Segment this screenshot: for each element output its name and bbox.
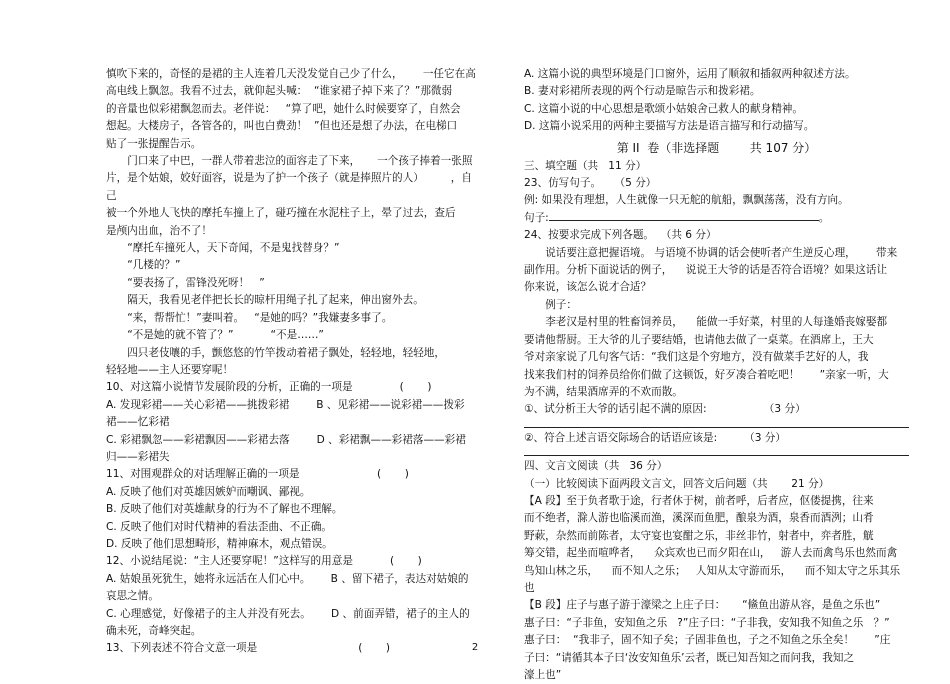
passage-a-line: 【A 段】至于负者歌于途，行者休于树，前者呼，后者应，伛偻提携，往来 — [524, 494, 874, 507]
question-23: 23、仿写句子。 （5 分） — [524, 177, 657, 190]
left-column — [106, 66, 480, 658]
page-number: 2 — [471, 642, 479, 653]
text-line: “几楼的？” — [127, 259, 181, 272]
text-line: 找来我们村的饲养员给你们做了这顿饭，好歹凑合着吃吧！ ”亲家一听，大 — [524, 368, 889, 381]
option-line: A. 发现彩裙——关心彩裙——挑拨彩裙 B 、见彩裙——说彩裙——拨彩 — [106, 398, 465, 411]
answer-label: 句子: — [524, 211, 549, 224]
answer-blank — [549, 210, 819, 221]
text-line: “来，帮帮忙！”妻叫着。 “是她的吗？”我嫌妻多事了。 — [127, 311, 393, 324]
passage-a-line: 鸟知山林之乐， 而不知人之乐； 人知从太守游而乐， 而不知太守之乐其乐也 — [524, 564, 901, 594]
right-column — [524, 66, 909, 684]
option-line: C. 心理感觉，好像裙子的主人并没有死去。 D 、前面弄错，裙子的主人的 — [106, 607, 470, 620]
q23-answer — [524, 210, 909, 227]
passage-b-line: 惠子曰：“子非鱼，安知鱼之乐 ?”庄子曰：“子非我，安知我不知鱼之乐 ？” — [524, 616, 890, 629]
option-d: D. 这篇小说采用的两种主要描写方法是语言描写和行动描写。 — [524, 120, 815, 133]
option-a: A. 这篇小说的典型环境是门口窗外，运用了顺叙和插叙两种叙述方法。 — [524, 68, 856, 80]
text-line: 想起。大楼房子，各管各的，叫也白费劲！ ”但也还是想了办法，在电梯口 — [106, 120, 458, 133]
text-line: 门口来了中巴，一群人带着悲泣的面容走了下来， 一个孩子捧着一张照 — [127, 155, 473, 168]
passage-b-line: 【B 段】庄子与惠子游于濠梁之上庄子曰： “鯈鱼出游从容，是鱼之乐也” — [524, 599, 881, 612]
option-line: 确未死，奇峰突起。 — [106, 625, 202, 637]
option-b: B. 妻对彩裙所表现的两个行动是晾告示和拨彩裙。 — [524, 85, 761, 98]
option-line: 归——彩裙失 — [106, 450, 170, 463]
text-line: 隔天，我看见老伴把长长的晾杆用绳子扎了起来，伸出窗外去。 — [127, 294, 424, 307]
question-13: 13、下列表述不符合文意一项是 ( ) — [106, 642, 391, 655]
text-line: 被一个外地人飞快的摩托车撞上了，碰巧撞在水泥柱子上，晕了过去，查后 — [106, 207, 456, 220]
option-line: D. 反映了他们思想畸形，精神麻木，观点错误。 — [106, 537, 333, 550]
text-line: 副作用。分析下面说话的例子， 说说王大爷的话是否符合语境？如果这话让 — [524, 264, 888, 277]
q24-sub1: ①、试分析王大爷的话引起不满的原因: （3 分） — [524, 403, 806, 416]
passage-b-line: 子曰：“请循其本子曰‘汝安知鱼乐’云者，既已知吾知之而问我，我知之 — [524, 651, 855, 664]
option-line: A. 反映了他们对英雄因嫉妒而嘲讽、鄙视。 — [106, 485, 311, 498]
option-c: C. 这篇小说的中心思想是歌颂小姑娘舍己救人的献身精神。 — [524, 102, 803, 115]
classical-intro: （一）比较阅读下面两段文言文，回答文后问题（共 21 分） — [524, 477, 830, 490]
text-line: “摩托车撞死人，天下奇闻，不是鬼找替身？” — [127, 242, 340, 255]
text-line: 的音量也似彩裙飘忽而去。老伴说： “算了吧，她什么时候要穿了，自然会 — [106, 102, 461, 115]
question-10: 10、对这篇小说情节发展阶段的分析，正确的一项是 ( ) — [106, 381, 432, 394]
text-line: 说话要注意把握语境。 与语境不协调的话会使听者产生逆反心理， 带来 — [545, 246, 898, 259]
text-line: 轻轻地——主人还要穿呢！ — [106, 363, 234, 376]
fill-heading: 三、填空题（共 11 分） — [524, 159, 647, 172]
text-line: 高电线上飘忽。我看不过去，就仰起头喊： “谁家裙子掉下来了？”那微弱 — [106, 85, 453, 98]
answer-end: 。 — [818, 211, 830, 224]
option-line: 裙——忆彩裙 — [106, 416, 170, 429]
option-line: 哀思之情。 — [106, 590, 159, 603]
text-line: 四只老伎嚷的手，颤悠悠的竹竿拨动着裙子飘处，轻轻地，轻轻地， — [127, 346, 445, 359]
question-24: 24、按要求完成下列各题。 （共 6 分） — [524, 229, 717, 242]
text-line: 你来说，该怎么说才合适？ — [524, 281, 652, 294]
passage-b-line: 濠上也” — [524, 669, 562, 681]
classical-heading: 四、文言文阅读（共 36 分） — [524, 460, 668, 473]
option-line: A. 姑娘虽死犹生，她将永远活在人们心中。 B 、留下裙子，表达对姑娘的 — [106, 572, 469, 585]
text-line: “不是她的就不管了？” “不是……” — [127, 329, 324, 342]
answer-line — [524, 419, 909, 428]
question-12: 12、小说结尾说：“主人还要穿呢！”这样写的用意是 ( ) — [106, 555, 422, 568]
text-line: 李老汉是村里的牲畜饲养员， 能做一手好菜，村里的人每逢婚丧嫁娶都 — [545, 316, 888, 329]
option-line: B. 反映了他们对英雄献身的行为不了解也不理解。 — [106, 503, 343, 516]
passage-b-line: 惠子曰： “我非子，固不知子矣；子固非鱼也，子之不知鱼之乐全矣！ ”庄 — [524, 634, 891, 647]
question-11: 11、对围观群众的对话理解正确的一项是 ( ) — [106, 468, 409, 481]
passage-a-line: 筹交错，起坐而喧哗者， 众宾欢也已而夕阳在山， 游人去而禽鸟乐也然而禽 — [524, 547, 898, 560]
option-line: C. 反映了他们对时代精神的看法歪曲、不正确。 — [106, 520, 333, 533]
example-label: 例子： — [545, 298, 577, 311]
text-line: 为不满，结果酒席弄的不欢而散。 — [524, 385, 683, 398]
text-line: 要请他帮厨。王大爷的儿子要结婚，也请他去做了一桌菜。在酒席上，王大 — [524, 333, 874, 346]
text-line: 是颅内出血，治不了！ — [106, 224, 212, 237]
q24-sub2: ②、符合上述言语交际场合的话语应该是: （3 分） — [524, 431, 786, 444]
answer-line — [524, 447, 909, 456]
text-line: 爷对亲家说了几句客气话：“我们这是个穷地方，没有做菜手艺好的人，我 — [524, 351, 869, 364]
passage-a-line: 而不绝者，滁人游也临溪而渔，溪深而鱼肥，酿泉为酒，泉香而酒洌；山肴 — [524, 512, 874, 525]
passage-a-line: 野蔌，杂然而前陈者，太守宴也宴酣之乐，非丝非竹，射者中，弈者胜，觥 — [524, 529, 874, 542]
volume-title: 第 II 卷（非选择题 共 107 分） — [616, 140, 817, 155]
option-line: C. 彩裙飘忽——彩裙飘因——彩裙去落 D 、彩裙飘——彩裙落——彩裙 — [106, 433, 466, 446]
q23-example: 例: 如果没有理想，人生就像一只无舵的航船，飘飘荡荡，没有方向。 — [524, 194, 849, 207]
text-line: 贴了一张提醒告示。 — [106, 137, 202, 150]
text-line: 片，是个姑娘，姣好面容，说是为了护一个孩子（就是捧照片的人） ，自己 — [106, 172, 472, 202]
text-line: 慎吹下来的，奇怪的是裙的主人连着几天没发觉自己少了什么， 一任它在高 — [106, 68, 476, 80]
text-line: “要表扬了，雷锋没死呀！ ” — [127, 276, 265, 289]
